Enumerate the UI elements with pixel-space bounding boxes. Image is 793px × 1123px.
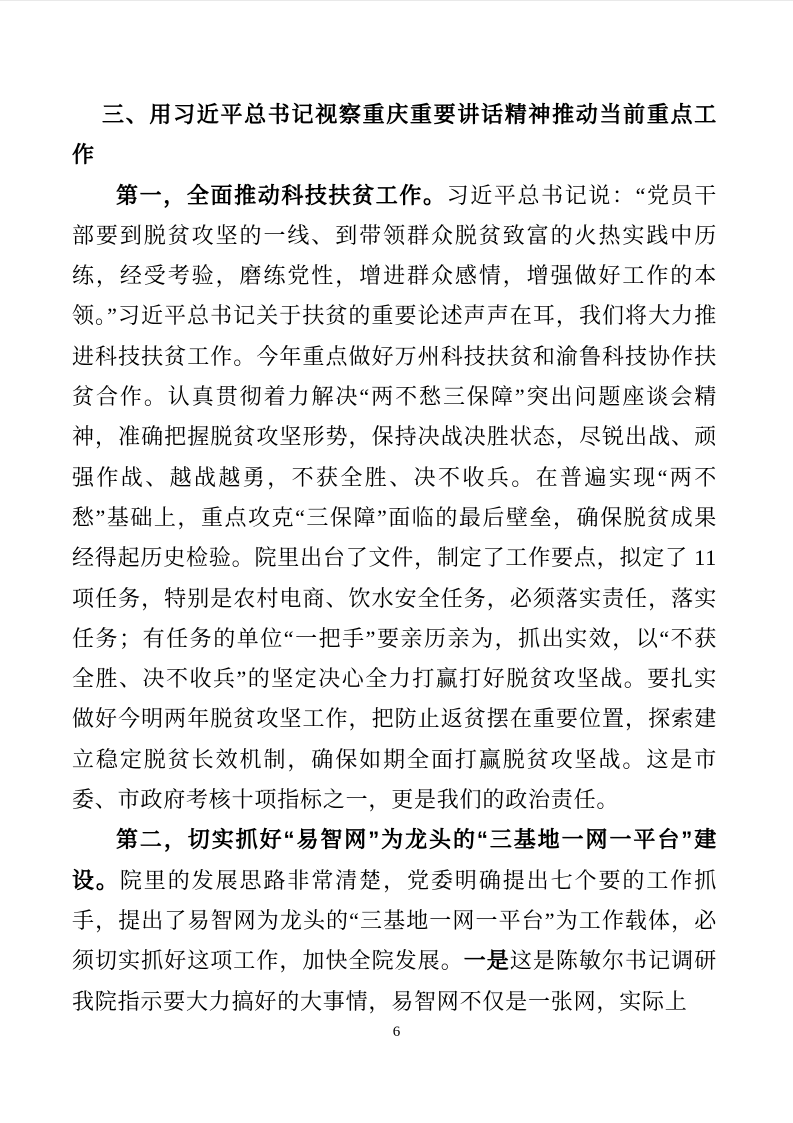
section-heading: 三、用习近平总书记视察重庆重要讲话精神推动当前重点工作: [72, 102, 717, 168]
page-number: 6: [392, 1024, 401, 1040]
paragraph-second-text-continued: 这是陈敏尔书记调研我院指示要大力搞好的大事情，易智网不仅是一张网，实际上: [72, 948, 717, 1014]
paragraph-first: [72, 176, 717, 821]
paragraph-second-lead: 第二，切实抓好“易智网”为龙头的“三基地一网一平台”建设。: [72, 827, 717, 893]
paragraph-first-lead: 第一，全面推动科技扶贫工作。: [116, 182, 447, 208]
paragraph-second-emphasis: 一是: [463, 948, 510, 974]
paragraph-first-text: 习近平总书记说：“党员干部要到脱贫攻坚的一线、到带领群众脱贫致富的火热实践中历练，经受考验，磨练党性，增进群众感情，增强做好工作的本领。”习近平总书记关于扶贫的重要论述声声在耳，我们将大力推进科技扶贫工作。今年重点做好万州科技扶贫和渝鲁科技协作扶贫合作。认真贯彻着力解决“两不愁三保障”突出问题座谈会精神，准确把握脱贫攻坚形势，保持决战决胜状态，尽锐出战、顽强作战、越战越勇，不获全胜、决不收兵。在普遍实现“两不愁”基础上，重点攻克“三保障”面临的最后壁垒，确保脱贫成果经得起历史检验。院里出台了文件，制定了工作要点，拟定了 11 项任务，特别是农村电商、饮水安全任务，必须落实责任，落实任务；有任务的单位“一把手”要亲历亲为，抓出实效，以“不获全胜、决不收兵”的坚定决心全力打赢打好脱贫攻坚战。要扎实做好今明两年脱贫攻坚工作，把防止返贫摆在重要位置，探索建立稳定脱贫长效机制，确保如期全面打赢脱贫攻坚战。这是市委、市政府考核十项指标之一，更是我们的政治责任。: [72, 182, 717, 813]
paragraph-second-text: 院里的发展思路非常清楚，党委明确提出七个要的工作抓手，提出了易智网为龙头的“三基地一网一平台”为工作载体，必须切实抓好这项工作，加快全院发展。: [72, 867, 717, 974]
paragraph-second: [72, 820, 717, 1021]
document-body: [72, 95, 717, 1022]
